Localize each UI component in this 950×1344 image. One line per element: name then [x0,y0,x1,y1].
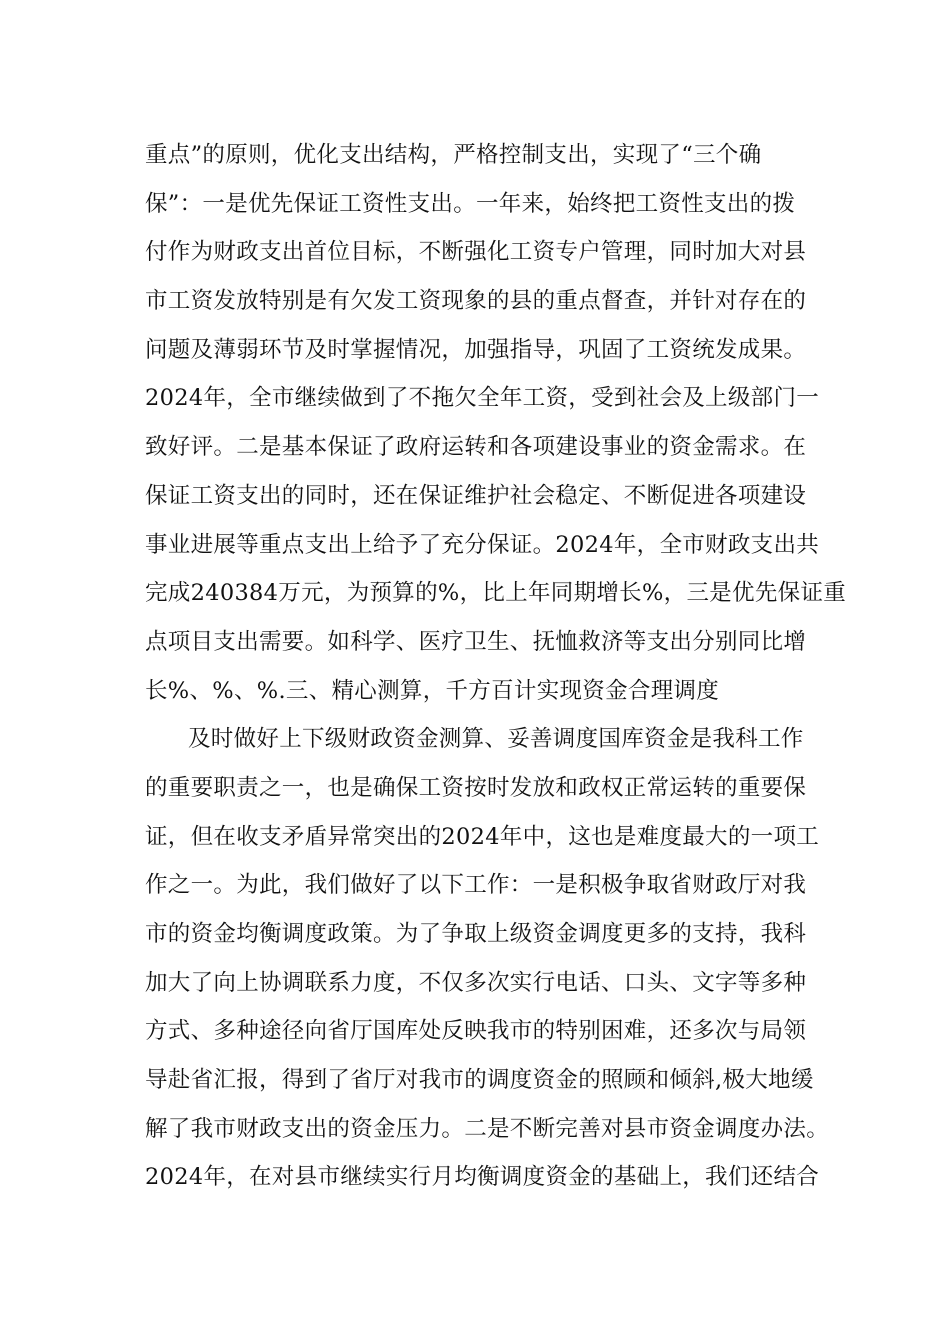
document-body [145,131,847,1202]
text-line: 市的资金均衡调度政策。为了争取上级资金调度更多的支持，我科 [145,921,807,947]
text-line: 事业进展等重点支出上给予了充分保证。2024年，全市财政支出共 [145,531,820,558]
text-line: 作之一。为此，我们做好了以下工作：一是积极争取省财政厅对我 [145,872,807,899]
paragraph-first-line: 及时做好上下级财政资金测算、妥善调度国库资金是我科工作 [188,726,804,753]
text-line: 重点”的原则，优化支出结构，严格控制支出，实现了“三个确 [145,142,762,168]
text-line: 致好评。二是基本保证了政府运转和各项建设事业的资金需求。在 [145,434,807,461]
text-line: 长%、%、%.三、精心测算，千方百计实现资金合理调度 [145,677,720,704]
text-line: 市工资发放特别是有欠发工资现象的县的重点督查，并针对存在的 [145,288,807,315]
text-line: 解了我市财政支出的资金压力。二是不断完善对县市资金调度办法。 [145,1115,830,1142]
text-line: 加大了向上协调联系力度，不仅多次实行电话、口头、文字等多种 [145,969,807,996]
text-line: 证，但在收支矛盾异常突出的2024年中，这也是难度最大的一项工 [145,823,820,850]
text-line: 2024年，全市继续做到了不拖欠全年工资，受到社会及上级部门一 [145,385,820,412]
text-line: 点项目支出需要。如科学、医疗卫生、抚恤救济等支出分别同比增 [145,628,807,655]
text-line: 保证工资支出的同时，还在保证维护社会稳定、不断促进各项建设 [145,482,807,509]
text-line: 保”：一是优先保证工资性支出。一年来，始终把工资性支出的拨 [145,190,796,217]
text-line: 完成240384万元，为预算的%，比上年同期增长%，三是优先保证重 [145,580,847,607]
text-line: 导赴省汇报，得到了省厅对我市的调度资金的照顾和倾斜,极大地缓 [145,1067,814,1094]
text-line: 付作为财政支出首位目标，不断强化工资专户管理，同时加大对县 [145,239,807,266]
text-line: 方式、多种途径向省厅国库处反映我市的特别困难，还多次与局领 [145,1018,807,1045]
text-line: 的重要职责之一，也是确保工资按时发放和政权正常运转的重要保 [145,774,807,801]
text-line: 问题及薄弱环节及时掌握情况，加强指导，巩固了工资统发成果。 [145,336,807,363]
text-line: 2024年，在对县市继续实行月均衡调度资金的基础上，我们还结合 [145,1164,820,1191]
